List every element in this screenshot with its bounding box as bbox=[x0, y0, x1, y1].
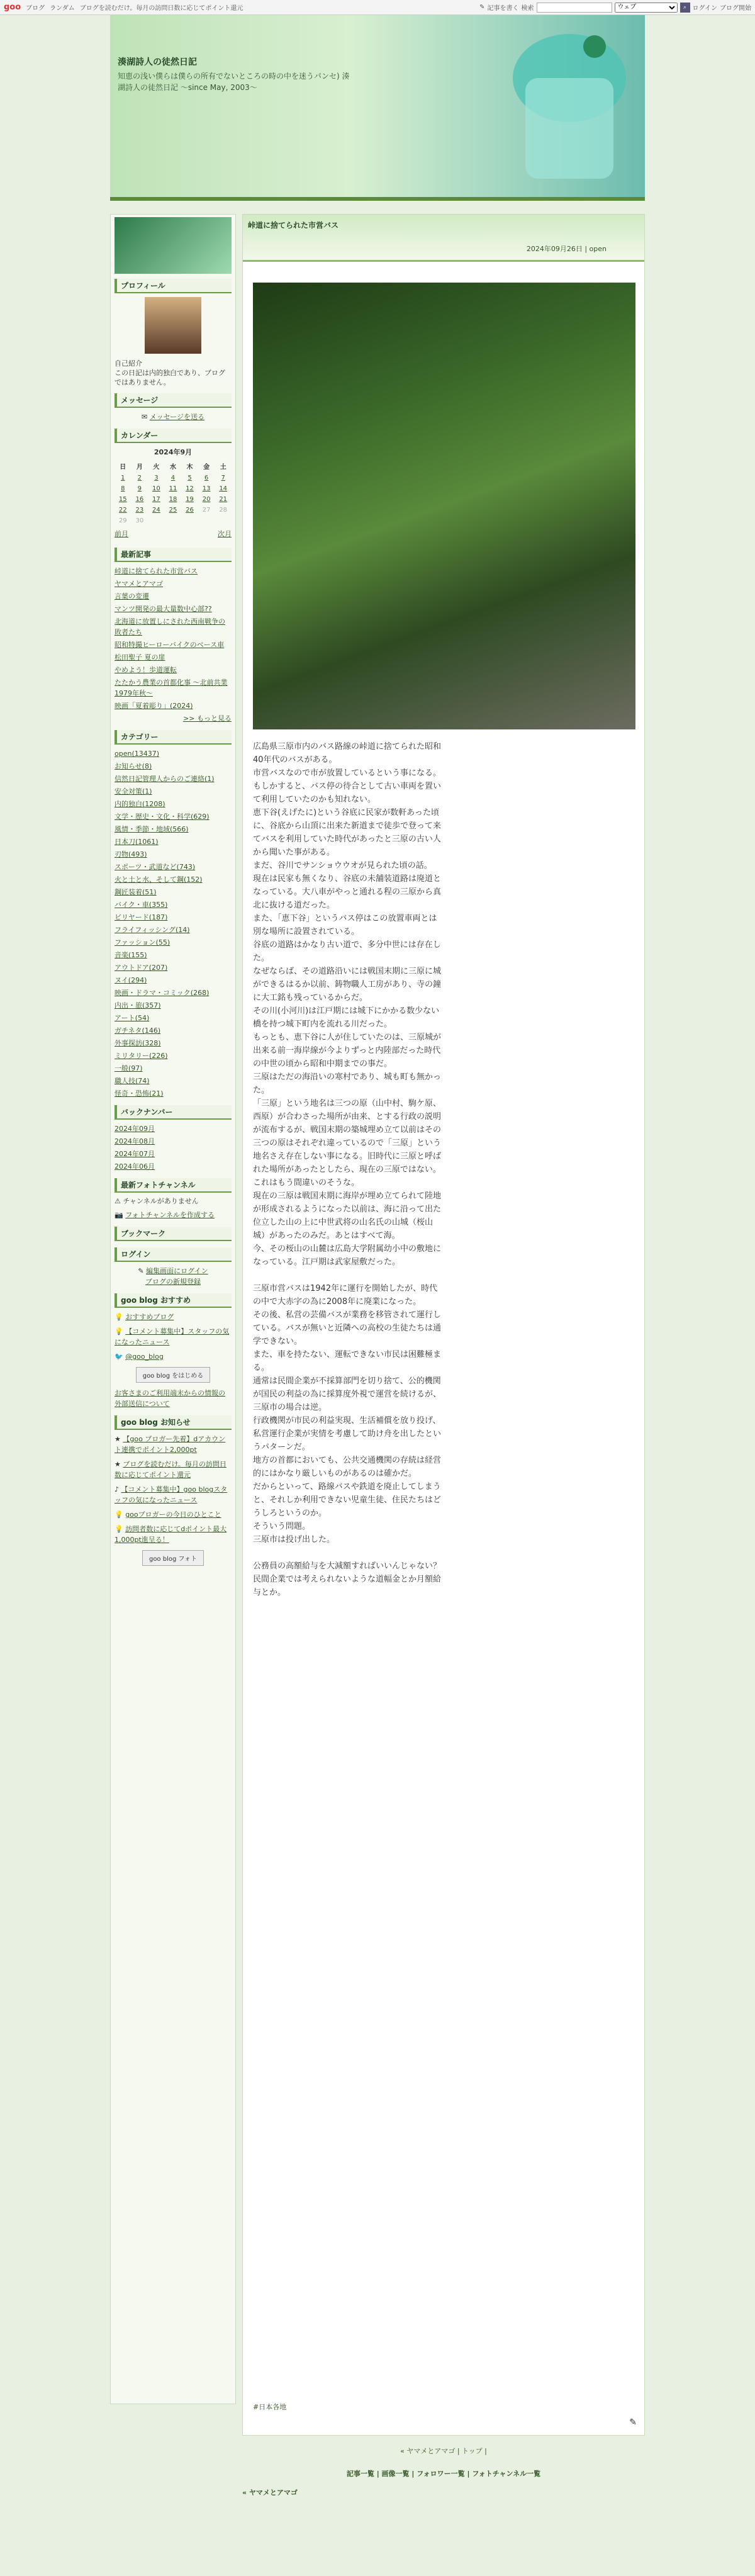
cal-day[interactable]: 25 bbox=[169, 507, 177, 514]
category-link[interactable]: ビリヤード(187) bbox=[115, 913, 168, 921]
cal-day[interactable]: 12 bbox=[186, 485, 194, 492]
cal-day[interactable]: 22 bbox=[118, 507, 127, 514]
category-link[interactable]: アート(54) bbox=[115, 1014, 150, 1022]
cal-day[interactable]: 2 bbox=[137, 475, 142, 481]
footer-prev-link[interactable]: « ヤマメとアマゴ bbox=[242, 2489, 298, 2497]
category-link[interactable]: 音楽(155) bbox=[115, 951, 147, 959]
post-photo-abandoned-bus[interactable] bbox=[253, 283, 635, 729]
cal-day: 28 bbox=[219, 507, 228, 514]
photo-channel-heading: 最新フォトチャンネル bbox=[115, 1178, 232, 1193]
category-box bbox=[115, 730, 232, 1099]
cal-dow: 木 bbox=[186, 464, 193, 471]
star-icon: ★ bbox=[115, 1435, 123, 1443]
calendar-header-row bbox=[115, 459, 232, 473]
search-icon[interactable]: ⌕ bbox=[680, 3, 690, 13]
cal-day[interactable]: 26 bbox=[186, 507, 194, 514]
category-link[interactable]: 日本刀(1061) bbox=[115, 838, 159, 846]
calendar-row bbox=[115, 483, 232, 494]
topbar-link-random[interactable]: ランダム bbox=[50, 5, 75, 12]
category-link[interactable]: アウトドア(207) bbox=[115, 964, 168, 972]
category-link[interactable]: ヌイ(294) bbox=[115, 976, 147, 984]
category-link[interactable]: スポーツ・武道など(743) bbox=[115, 863, 196, 871]
topbar-link-promo[interactable]: ブログを読むだけ。毎月の訪問日数に応じてポイント還元 bbox=[79, 5, 243, 12]
twitter-icon: 🐦 bbox=[115, 1353, 126, 1361]
new-blog-link[interactable]: ブログの新規登録 bbox=[145, 1278, 201, 1286]
camera-icon: 📷 bbox=[115, 1211, 126, 1219]
category-link[interactable]: 映画・ドラマ・コミック(268) bbox=[115, 989, 210, 997]
goo-recommend-heading: goo blog おすすめ bbox=[115, 1293, 232, 1308]
backnumber-link[interactable]: 2024年09月 bbox=[115, 1125, 155, 1133]
bulb-icon: 💡 bbox=[115, 1313, 126, 1321]
post-date[interactable]: 2024年09月26日 bbox=[526, 245, 583, 253]
profile-caption: 自己紹介 bbox=[115, 359, 142, 368]
cal-day[interactable]: 7 bbox=[221, 475, 225, 481]
calendar-heading: カレンダー bbox=[115, 429, 232, 443]
goo-notice-heading: goo blog お知らせ bbox=[115, 1415, 232, 1430]
bookmark-heading: ブックマーク bbox=[115, 1227, 232, 1241]
calendar-month: 2024年9月 bbox=[154, 448, 193, 456]
recent-post-link[interactable]: たたかう農業の首都化事 〜北前共業1979年秋〜 bbox=[115, 678, 228, 697]
cal-day[interactable]: 5 bbox=[187, 475, 192, 481]
cal-dow: 日 bbox=[120, 464, 126, 471]
recent-post-link[interactable]: 言葉の変遷 bbox=[115, 592, 149, 600]
cal-day[interactable]: 21 bbox=[219, 496, 228, 503]
more-posts-link[interactable]: >> もっと見る bbox=[183, 714, 232, 723]
cal-day[interactable]: 20 bbox=[202, 496, 211, 503]
compose-link[interactable]: 記事を書く bbox=[487, 5, 519, 12]
post-author[interactable]: open bbox=[589, 245, 607, 253]
category-link[interactable]: 鋼匠装着(51) bbox=[115, 888, 157, 896]
post-title[interactable]: 峠道に捨てられた市営バス bbox=[248, 221, 339, 230]
cal-day[interactable]: 16 bbox=[135, 496, 144, 503]
cal-dow: 水 bbox=[169, 464, 176, 471]
calendar-row bbox=[115, 494, 232, 505]
recent-post-link[interactable]: ヤマメとアマゴ bbox=[115, 580, 163, 588]
send-message-link[interactable]: メッセージを送る bbox=[149, 413, 205, 421]
external-info-link[interactable]: お客さまのご利用端末からの情報の外部送信について bbox=[115, 1389, 225, 1408]
star-icon: ★ bbox=[115, 1460, 123, 1468]
category-link[interactable]: 一般(97) bbox=[115, 1064, 143, 1072]
bulb-icon: 💡 bbox=[115, 1327, 126, 1336]
edit-pencil-icon[interactable]: ✎ bbox=[629, 2417, 637, 2427]
cal-day[interactable]: 10 bbox=[152, 485, 160, 492]
category-link[interactable]: 怪奇・恐怖(21) bbox=[115, 1089, 164, 1098]
goo-blog-banner[interactable] bbox=[115, 217, 232, 274]
cal-day[interactable]: 19 bbox=[186, 496, 194, 503]
recent-post-link[interactable]: やめよう！歩道運転 bbox=[115, 666, 177, 674]
music-icon: ♪ bbox=[115, 1485, 121, 1493]
backnumber-box bbox=[115, 1105, 232, 1172]
recent-post-link[interactable]: 映画「夏着彫り」(2024) bbox=[115, 702, 193, 710]
calendar-box bbox=[115, 429, 232, 541]
cal-day[interactable]: 9 bbox=[137, 485, 142, 492]
cal-day: 30 bbox=[135, 517, 144, 524]
cal-day[interactable]: 18 bbox=[169, 496, 177, 503]
calendar-row bbox=[115, 515, 232, 526]
notice-link[interactable]: 【コメント募集中】goo blogスタッフの気になったニュース bbox=[115, 1485, 228, 1504]
recent-post-link[interactable]: 松田聖子 夏の扉 bbox=[115, 653, 165, 661]
goo-photo-button[interactable]: goo blog フォト bbox=[142, 1550, 204, 1566]
cal-day[interactable]: 24 bbox=[152, 507, 160, 514]
footer-links[interactable]: 記事一覧 | 画像一覧 | フォロワー一覧 | フォトチャンネル一覧 bbox=[346, 2470, 541, 2478]
photo-channel-box bbox=[115, 1178, 232, 1220]
bookmark-box bbox=[115, 1227, 232, 1241]
signup-link[interactable]: ブログ開始 bbox=[720, 5, 751, 12]
calendar-next-link[interactable]: 次月 bbox=[218, 530, 232, 538]
start-blog-button[interactable]: goo blog をはじめる bbox=[136, 1367, 211, 1383]
calendar-prev-link[interactable]: 前月 bbox=[115, 530, 128, 538]
category-link[interactable]: ファッション(55) bbox=[115, 938, 171, 947]
topbar-link-blog[interactable]: ブログ bbox=[26, 5, 45, 12]
category-link[interactable]: open(13437) bbox=[115, 750, 160, 758]
profile-avatar[interactable] bbox=[145, 297, 201, 354]
cal-day[interactable]: 1 bbox=[121, 475, 125, 481]
pen-icon: ✎ bbox=[138, 1267, 147, 1275]
recent-posts-heading: 最新記事 bbox=[115, 548, 232, 562]
post-meta: 2024年09月26日 | open bbox=[526, 245, 607, 253]
category-link[interactable]: 文学・歴史・文化・科学(629) bbox=[115, 813, 210, 821]
sidebar bbox=[110, 214, 236, 2404]
cal-day: 27 bbox=[202, 507, 211, 514]
category-heading: カテゴリー bbox=[115, 730, 232, 745]
notice-link[interactable]: 訪問者数に応じてdポイント最大1,000pt進呈る！ bbox=[115, 1525, 227, 1544]
edit-login-link[interactable]: 編集画面にログイン bbox=[146, 1267, 208, 1275]
cal-day[interactable]: 13 bbox=[202, 485, 211, 492]
notice-link[interactable]: 【goo ブロガー先着】dアカウント連携でポイント2,000pt bbox=[115, 1435, 226, 1454]
backnumber-link[interactable]: 2024年06月 bbox=[115, 1162, 155, 1171]
calendar-table bbox=[115, 459, 232, 526]
message-box bbox=[115, 393, 232, 422]
goo-recommend-link[interactable]: おすすめブログ bbox=[125, 1313, 174, 1321]
cal-dow: 月 bbox=[136, 464, 143, 471]
goo-recommend-link[interactable]: 【コメント募集中】スタッフの気になったニュース bbox=[115, 1327, 230, 1346]
cal-dow: 土 bbox=[220, 464, 226, 471]
profile-text: この日記は内的独白であり、ブログではありません。 bbox=[115, 369, 225, 386]
footer bbox=[242, 2442, 645, 2501]
cal-day[interactable]: 15 bbox=[118, 496, 127, 503]
message-heading: メッセージ bbox=[115, 393, 232, 408]
post-tag[interactable]: #日本各地 bbox=[253, 2403, 287, 2411]
blog-header bbox=[110, 15, 645, 201]
mail-icon: ✉ bbox=[141, 413, 150, 421]
goo-twitter-link[interactable]: @goo_blog bbox=[125, 1353, 164, 1361]
category-link[interactable]: 信然日記管理人からのご連絡(1) bbox=[115, 775, 215, 783]
main-content bbox=[242, 214, 645, 2436]
cal-day[interactable]: 8 bbox=[121, 485, 125, 492]
recent-post-link[interactable]: マンツ開発の最大量数中心部?? bbox=[115, 605, 212, 613]
login-link[interactable]: ログイン bbox=[692, 5, 717, 12]
calendar-row bbox=[115, 505, 232, 515]
blog-title[interactable]: 湊湖詩人の徒然日記 bbox=[118, 57, 197, 67]
no-channel-text: チャンネルがありません bbox=[123, 1197, 199, 1205]
recent-post-link[interactable]: 北海道に放置しにされた西南戦争の敗者たち bbox=[115, 617, 225, 636]
category-link[interactable]: 内出・旅(357) bbox=[115, 1001, 161, 1010]
profile-box bbox=[115, 217, 232, 387]
cal-day[interactable]: 3 bbox=[154, 475, 159, 481]
search-input[interactable] bbox=[537, 3, 612, 13]
category-link[interactable]: 風情・季節・地域(566) bbox=[115, 825, 189, 833]
cal-day[interactable]: 11 bbox=[169, 485, 177, 492]
warning-icon: ⚠ bbox=[115, 1197, 123, 1205]
notice-link[interactable]: gooブロガーの今日のひとこと bbox=[125, 1510, 221, 1519]
category-link[interactable]: 外事探訪(328) bbox=[115, 1039, 161, 1047]
category-link[interactable]: 職人技(74) bbox=[115, 1077, 150, 1085]
header-glass-illustration bbox=[500, 21, 639, 191]
goo-recommend-box bbox=[115, 1293, 232, 1409]
cal-day: 29 bbox=[118, 517, 127, 524]
recent-post-link[interactable]: 峠道に捨てられた市営バス bbox=[115, 567, 198, 575]
login-heading: ログイン bbox=[115, 1247, 232, 1262]
blog-description: 知恵の浅い僕らは僕らの所有でないところの時の中を迷うパンセ) 湊湖詩人の徒然日記 〜since May, 2003〜 bbox=[118, 72, 350, 92]
category-link[interactable]: ガチネタ(146) bbox=[115, 1026, 161, 1035]
backnumber-link[interactable]: 2024年08月 bbox=[115, 1137, 155, 1145]
category-link[interactable]: 火と土と水、そして鋼(152) bbox=[115, 875, 203, 884]
category-link[interactable]: 刃物(493) bbox=[115, 850, 147, 858]
cal-dow: 金 bbox=[203, 464, 210, 471]
backnumber-heading: バックナンバー bbox=[115, 1105, 232, 1120]
calendar-row bbox=[115, 473, 232, 483]
search-label: 検索 bbox=[521, 5, 534, 12]
category-link[interactable]: お知らせ(8) bbox=[115, 762, 152, 770]
create-channel-link[interactable]: フォトチャンネルを作成する bbox=[125, 1211, 215, 1219]
category-link[interactable]: バイク・車(355) bbox=[115, 901, 168, 909]
footer-nav[interactable]: « ヤマメとアマゴ | トップ | bbox=[400, 2447, 487, 2455]
cal-day[interactable]: 6 bbox=[204, 475, 209, 481]
cal-day[interactable]: 23 bbox=[135, 507, 144, 514]
category-link[interactable]: 安全対策(1) bbox=[115, 787, 152, 796]
cal-dow: 火 bbox=[153, 464, 160, 471]
search-scope-select[interactable] bbox=[615, 3, 678, 13]
category-link[interactable]: ミリタリー(226) bbox=[115, 1052, 168, 1060]
backnumber-link[interactable]: 2024年07月 bbox=[115, 1150, 155, 1158]
post-body: 広島県三原市内のバス路線の峠道に捨てられた昭和40年代のバスがある。 市営バスなので市が放置しているという事になる。 もしかすると、バス停の待合として古い車両を置いて利用していたのかも知れない。 恵下谷(えげたに)という谷底に民家が数軒あった頃に、谷底から山頂に出来た新道まで徒歩で登って来てバスを利用していた時代があったと三原の古い人から聞いた事がある。 まだ、谷川でサンショウウオが見られた頃の話。 現在は民家も無くなり、谷底の未舗装道路は廃道となっている。大八車がやっと通れる程の三原から真北に抜ける道だった。 また、「恵下谷」というバス停はこの放置車両とは別な場所に設置されている。 谷底の道路はかなり古い道で、多分中世には存在した。 なぜならば、その道路沿いには戦国末期に三原に城ができるはるか以前、鋳物職人工房があり、寺の鐘に大工銘も残っているからだ。 その川(小河川)は江戸期には城下にかかる数少ない橋を持つ城下町内を流れる川だった。 もっとも、恵下谷に人が住していたのは、三原城が出来る前一海岸線が今よりずっと内陸部だった時代の中世の頃から昭和中期までの事だ。 三原はただの海沿いの寒村であり、城も町も無かった。 「三原」という地名は三つの原（山中村、駒ケ原、西原）が合わさった場所が由来、とする行政の説明が流布するが、戦国末期の築城埋め立て以前はその三つの原はそれぞれ違っているので「三原」という地名さえ存在しない事になる。旧時代に三原と呼ばれた場所があったとしたら、現在の三原ではない。これはもう間違いのそうな。 現在の三原は戦国末期に海岸が埋め立てられて陸地が形成されるようになった以前は、海に沿って出た位立した山の上に中世武将の山名氏の山城（桜山城）があったのみだ。あとはすべて海。 今、その桜山の山麓は広島大学附属幼小中の敷地になっている。江戸期は武家屋敷だった。 三原市営バスは1942年に運行を開始したが、時代の中で大赤字の為に2008年に廃業になった。 その後、私営の芸備バスが業務を移管されて運行している。バスが無いと近隣への高校の生徒たちは通学できない。 また、車を持たない、運転できない市民は困難極まる。 通常は民間企業が不採算部門を切り捨て、公的機関が国民の利益の為に採算度外視で運営を続けるが、三原市の場合は逆。 行政機関が市民の利益実現、生活補償を放り投げ、私営運行企業が実情を考慮して助け舟を出したというパターンだ。 地方の首都においても、公共交通機関の存続は経営的にはかなり厳しいものがあるのは確かだ。 だからといって、路線バスや鉄道を廃止してしまうと、それしか利用できない児童生徒、住民たちはどうしろというのか。 そういう問題。 三原市は投げ出した。 公務員の高額給与を大減額すればいいんじゃない？ 民間企業では考えられないような道幅金とか月額給与とか。 bbox=[253, 742, 442, 1597]
cal-day[interactable]: 17 bbox=[152, 496, 160, 503]
global-toolbar bbox=[0, 0, 755, 15]
bulb-icon: 💡 bbox=[115, 1525, 126, 1533]
login-box bbox=[115, 1247, 232, 1287]
category-link[interactable]: フライフィッシング(14) bbox=[115, 926, 190, 934]
cal-day[interactable]: 14 bbox=[219, 485, 228, 492]
bulb-icon: 💡 bbox=[115, 1510, 126, 1519]
notice-link[interactable]: ブログを読むだけ。毎月の訪問日数に応じてポイント還元 bbox=[115, 1460, 226, 1479]
recent-posts-box bbox=[115, 548, 232, 724]
goo-notice-box bbox=[115, 1415, 232, 1566]
recent-post-link[interactable]: 昭和特撮ヒーローバイクのベース車 bbox=[115, 641, 225, 649]
cal-day[interactable]: 4 bbox=[171, 475, 176, 481]
goo-logo[interactable]: goo bbox=[4, 3, 21, 12]
category-link[interactable]: 内的独白(1208) bbox=[115, 800, 165, 808]
pen-icon: ✎ bbox=[479, 4, 485, 11]
topbar-right bbox=[479, 3, 751, 13]
profile-heading: プロフィール bbox=[115, 279, 232, 293]
